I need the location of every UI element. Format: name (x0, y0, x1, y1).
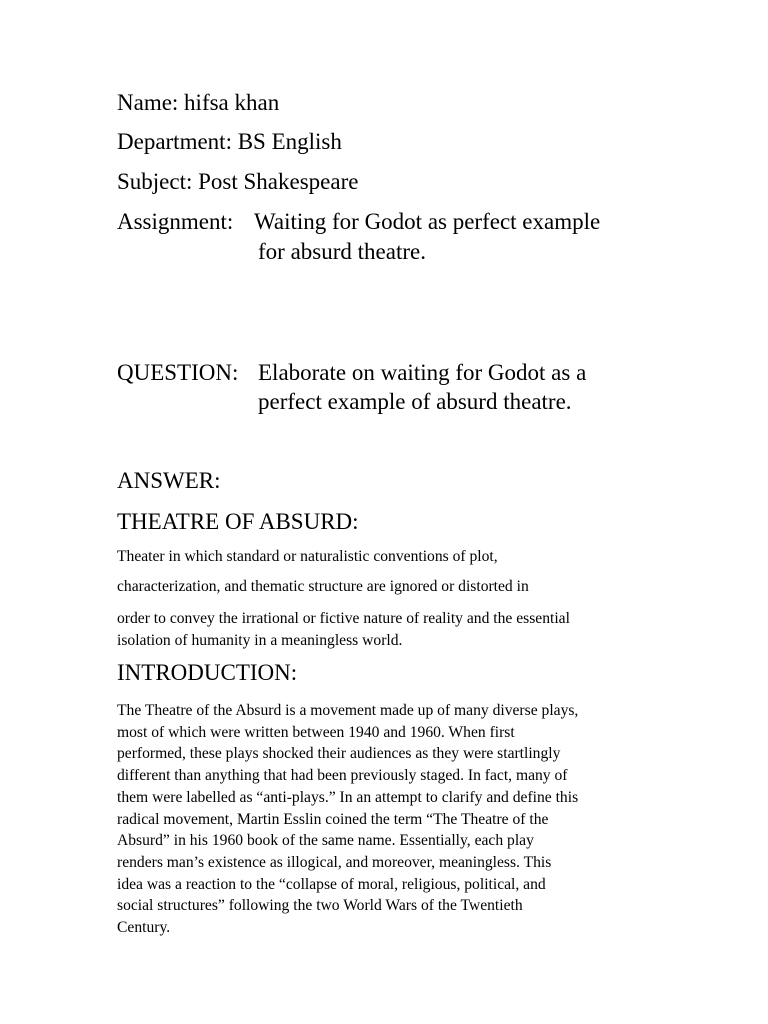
question-label: QUESTION: (117, 360, 239, 385)
student-name: Name: hifsa khan (117, 90, 280, 115)
introduction-paragraph: The Theatre of the Absurd is a movement made up of many diverse plays, most of which were written between 1940 and 1960. When first performed, these plays shocked their audiences as they were startlingly different than anything that had been previously staged. In fact, many of them were labelled as “anti-plays.” In an attempt to clarify and define this radical movement, Martin Esslin coined the term “The Theatre of the Absurd” in his 1960 book of the same name. Essentially, each play renders man’s existence as illogical, and moreover, meaningless. This idea was a reaction to the “collapse of moral, religious, political, and social structures” following the two World Wars of the Twentieth Century. (117, 702, 579, 937)
definition-line-1: Theater in which standard or naturalistic conventions of plot, (117, 548, 498, 565)
answer-heading: ANSWER: (117, 468, 221, 493)
definition-paragraph: order to convey the irrational or fictive nature of reality and the essential isolation of humanity in a meaningless world. (117, 610, 570, 649)
assignment-title-line2: for absurd theatre. (258, 239, 426, 264)
section-heading-theatre-of-absurd: THEATRE OF ABSURD: (117, 509, 359, 534)
department: Department: BS English (117, 129, 342, 154)
assignment-label: Assignment: (117, 209, 234, 234)
section-heading-introduction: INTRODUCTION: (117, 660, 298, 685)
question-text-line2: perfect example of absurd theatre. (258, 389, 572, 414)
assignment-title-line1: Waiting for Godot as perfect example (254, 209, 601, 234)
subject: Subject: Post Shakespeare (117, 169, 359, 194)
definition-line-2: characterization, and thematic structure are ignored or distorted in (117, 578, 529, 595)
question-text-line1: Elaborate on waiting for Godot as a (258, 360, 587, 385)
